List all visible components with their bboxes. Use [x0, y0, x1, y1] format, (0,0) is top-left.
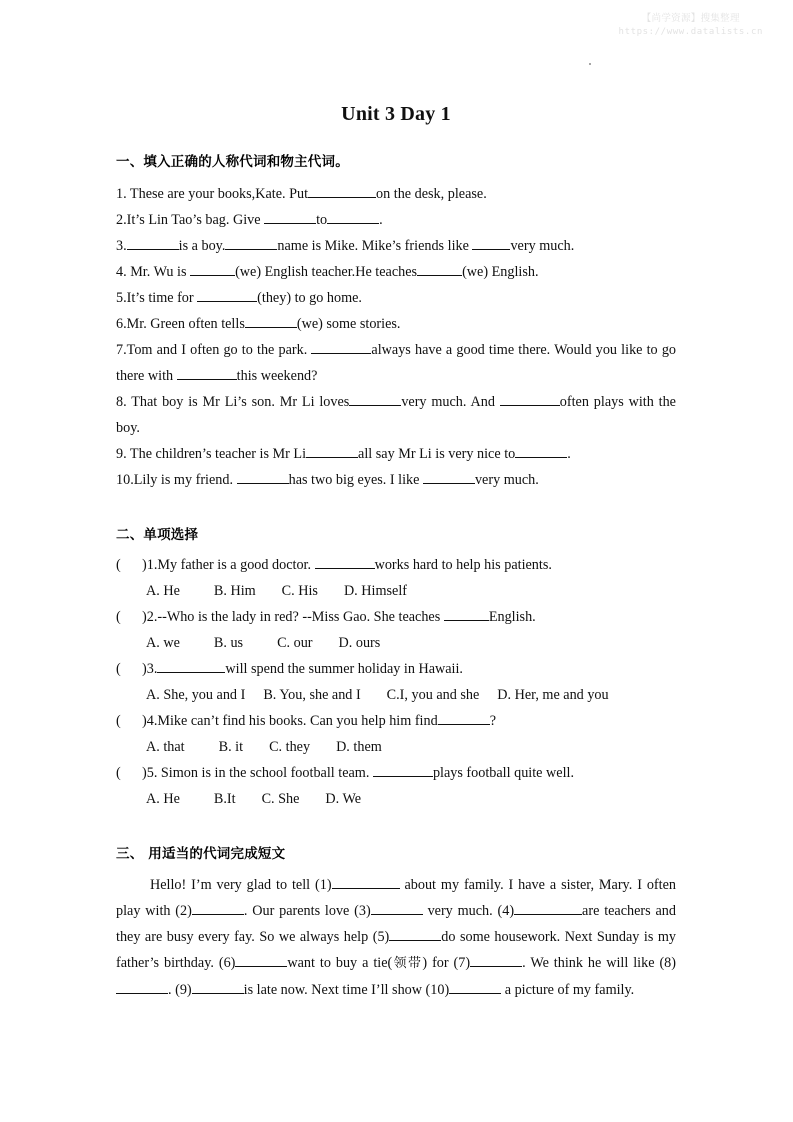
blank-field[interactable] — [514, 901, 582, 915]
blank-field[interactable] — [245, 314, 297, 328]
question-4-text-c: (we) English. — [462, 264, 539, 280]
blank-field[interactable] — [311, 340, 371, 354]
question-10-text-b: has two big eyes. I like — [288, 472, 423, 488]
blank-field[interactable] — [192, 901, 244, 915]
blank-field[interactable] — [308, 184, 376, 198]
blank-field[interactable] — [444, 607, 489, 621]
passage-text-2: about my family. I have a sister, Mary. I often play with (2) — [116, 877, 676, 919]
blank-field[interactable] — [332, 875, 400, 889]
blank-field[interactable] — [190, 262, 235, 276]
mc-option-c[interactable]: C. our — [277, 635, 313, 651]
blank-field[interactable] — [225, 236, 277, 250]
mc-option-b[interactable]: B. it — [218, 739, 244, 755]
question-6-text-b: (we) some stories. — [296, 316, 401, 332]
watermark-source-text: 【尚学资源】搜集整理 — [641, 13, 740, 24]
cloze-passage — [116, 872, 676, 1003]
question-7-text-b: always have a good time there. Would you like to go there with — [116, 342, 677, 384]
blank-field[interactable] — [116, 980, 168, 994]
blank-field[interactable] — [349, 392, 401, 406]
mc-question-5-stem-b: plays football quite well. — [432, 765, 574, 781]
mc-option-a[interactable]: A. that — [146, 739, 185, 755]
mc-option-c[interactable]: C. they — [269, 739, 311, 755]
mc-option-d[interactable]: D. them — [336, 739, 382, 755]
question-1-text-a: 1. These are your books,Kate. Put — [116, 186, 309, 202]
mc-answer-paren-open[interactable]: ( — [116, 557, 121, 573]
mc-answer-paren-close: ) — [142, 609, 147, 625]
question-4-text-a: 4. Mr. Wu is — [116, 264, 191, 280]
mc-option-a[interactable]: A. we — [146, 635, 180, 651]
blank-field[interactable] — [515, 444, 567, 458]
passage-text-3: . Our parents love (3) — [243, 903, 371, 919]
blank-field[interactable] — [470, 953, 522, 967]
question-5-text-b: (they) to go home. — [257, 290, 362, 306]
question-8 — [116, 389, 676, 441]
question-1-text-b: on the desk, please. — [376, 186, 487, 202]
question-2-text-c: . — [379, 212, 383, 228]
mc-question-5-stem-a: 5. Simon is in the school football team. — [146, 765, 373, 781]
question-6-text-a: 6.Mr. Green often tells — [116, 316, 245, 332]
blank-field[interactable] — [177, 366, 237, 380]
mc-option-a[interactable]: A. He — [146, 583, 180, 599]
question-9-text-a: 9. The children’s teacher is Mr Li — [116, 446, 307, 462]
mc-question-4 — [116, 708, 676, 734]
mc-question-4-options — [116, 734, 676, 760]
section-2-heading: 二、单项选择 — [116, 527, 199, 543]
mc-answer-paren-close: ) — [142, 661, 147, 677]
passage-text-10: . (9) — [168, 982, 192, 998]
question-8-text-a: 8. That boy is Mr Li’s son. Mr Li loves — [116, 394, 350, 410]
blank-field[interactable] — [371, 901, 423, 915]
question-3 — [116, 233, 676, 259]
document-page — [116, 0, 676, 1017]
mc-question-1 — [116, 552, 676, 578]
blank-field[interactable] — [237, 470, 289, 484]
mc-answer-paren-open[interactable]: ( — [116, 713, 121, 729]
mc-question-2 — [116, 604, 676, 630]
passage-text-5: are teachers and they are busy every fay. So we always help (5) — [116, 903, 676, 945]
blank-field[interactable] — [192, 980, 244, 994]
section-3-heading: 三、 用适当的代词完成短文 — [116, 846, 286, 862]
question-5 — [116, 285, 676, 311]
question-4 — [116, 259, 676, 285]
mc-question-3-stem-a: 3. — [146, 661, 158, 677]
mc-answer-paren-open[interactable]: ( — [116, 765, 121, 781]
blank-field[interactable] — [373, 763, 433, 777]
blank-field[interactable] — [157, 659, 225, 673]
blank-field[interactable] — [264, 210, 316, 224]
watermark-url: https://www.datalists.cn — [618, 26, 763, 37]
mc-question-5 — [116, 760, 676, 786]
mc-question-3-stem-b: will spend the summer holiday in Hawaii. — [225, 661, 463, 677]
mc-answer-paren-close: ) — [142, 713, 147, 729]
blank-field[interactable] — [449, 980, 501, 994]
question-9-text-c: . — [567, 446, 571, 462]
mc-option-b[interactable]: B. You, she and I — [263, 687, 361, 703]
section-1-questions — [116, 181, 676, 493]
page-title: Unit 3 Day 1 — [341, 103, 451, 125]
mc-option-c[interactable]: C. His — [281, 583, 318, 599]
mc-question-2-stem-b: English. — [488, 609, 536, 625]
question-3-text-a: 3. — [116, 238, 127, 254]
question-10-text-c: very much. — [474, 472, 539, 488]
blank-field[interactable] — [315, 555, 375, 569]
passage-text-7: want to buy a tie( — [287, 955, 393, 971]
passage-text-8: ) for (7) — [422, 955, 471, 971]
mc-option-a[interactable]: A. He — [146, 791, 180, 807]
passage-text-12: a picture of my family. — [501, 982, 635, 998]
question-3-text-c: name is Mike. Mike’s friends like — [277, 238, 473, 254]
mc-option-d[interactable]: D. We — [325, 791, 362, 807]
mc-question-5-options — [116, 786, 676, 812]
question-5-text-a: 5.It’s time for — [116, 290, 198, 306]
mc-answer-paren-close: ) — [142, 557, 147, 573]
question-3-text-b: is a boy. — [178, 238, 226, 254]
mc-question-3 — [116, 656, 676, 682]
passage-gloss-cjk: 领带 — [392, 956, 423, 971]
blank-field[interactable] — [197, 288, 257, 302]
mc-option-d[interactable]: D. ours — [338, 635, 381, 651]
section-1-heading: 一、填入正确的人称代词和物主代词。 — [116, 154, 349, 170]
question-7 — [116, 337, 676, 389]
mc-question-1-stem-b: works hard to help his patients. — [374, 557, 552, 573]
mc-question-1-options — [116, 578, 676, 604]
mc-answer-paren-close: ) — [142, 765, 147, 781]
mc-option-a[interactable]: A. She, you and I — [146, 687, 246, 703]
question-2-text-a: 2.It’s Lin Tao’s bag. Give — [116, 212, 265, 228]
mc-option-d[interactable]: D. Her, me and you — [497, 687, 609, 703]
question-9-text-b: all say Mr Li is very nice to — [358, 446, 516, 462]
mc-option-b[interactable]: B. Him — [213, 583, 256, 599]
blank-field[interactable] — [306, 444, 358, 458]
passage-text-11: is late now. Next time I’ll show (10) — [243, 982, 450, 998]
blank-field[interactable] — [327, 210, 379, 224]
question-3-text-d: very much. — [510, 238, 575, 254]
question-6 — [116, 311, 676, 337]
question-7-text-c: this weekend? — [236, 368, 318, 384]
mc-option-c[interactable]: C.I, you and she — [386, 687, 480, 703]
mc-question-3-options — [116, 682, 676, 708]
question-10 — [116, 467, 676, 493]
mc-answer-paren-open[interactable]: ( — [116, 609, 121, 625]
question-2 — [116, 207, 676, 233]
passage-text-9: . We think he will like (8) — [522, 955, 676, 971]
question-8-text-b: very much. And — [401, 394, 500, 410]
question-10-text-a: 10.Lily is my friend. — [116, 472, 237, 488]
question-9 — [116, 441, 676, 467]
mc-question-4-stem-b: ? — [489, 713, 496, 729]
blank-field[interactable] — [417, 262, 462, 276]
question-7-text-a: 7.Tom and I often go to the park. — [116, 342, 312, 358]
mc-question-2-options — [116, 630, 676, 656]
question-1 — [116, 181, 676, 207]
mc-question-1-stem-a: 1.My father is a good doctor. — [146, 557, 315, 573]
passage-text-6: do some housework. Next Sunday is my father’s birthday. (6) — [116, 929, 676, 971]
blank-field[interactable] — [423, 470, 475, 484]
mc-question-2-stem-a: 2.--Who is the lady in red? --Miss Gao. She teaches — [146, 609, 444, 625]
blank-field[interactable] — [500, 392, 560, 406]
section-2-questions — [116, 552, 676, 812]
question-2-text-b: to — [316, 212, 328, 228]
blank-field[interactable] — [235, 953, 287, 967]
mc-option-b[interactable]: B.It — [213, 791, 236, 807]
blank-field[interactable] — [438, 711, 490, 725]
blank-field[interactable] — [472, 236, 510, 250]
blank-field[interactable] — [127, 236, 179, 250]
mc-option-b[interactable]: B. us — [213, 635, 244, 651]
passage-text-1: Hello! I’m very glad to tell (1) — [150, 877, 332, 893]
mc-option-d[interactable]: D. Himself — [343, 583, 407, 599]
mc-question-4-stem-a: 4.Mike can’t find his books. Can you help him find — [146, 713, 438, 729]
question-4-text-b: (we) English teacher.He teaches — [235, 264, 418, 280]
question-8-text-c: often plays with the boy. — [116, 394, 676, 436]
passage-text-4: very much. (4) — [422, 903, 515, 919]
blank-field[interactable] — [389, 927, 441, 941]
mc-option-c[interactable]: C. She — [261, 791, 300, 807]
mc-answer-paren-open[interactable]: ( — [116, 661, 121, 677]
